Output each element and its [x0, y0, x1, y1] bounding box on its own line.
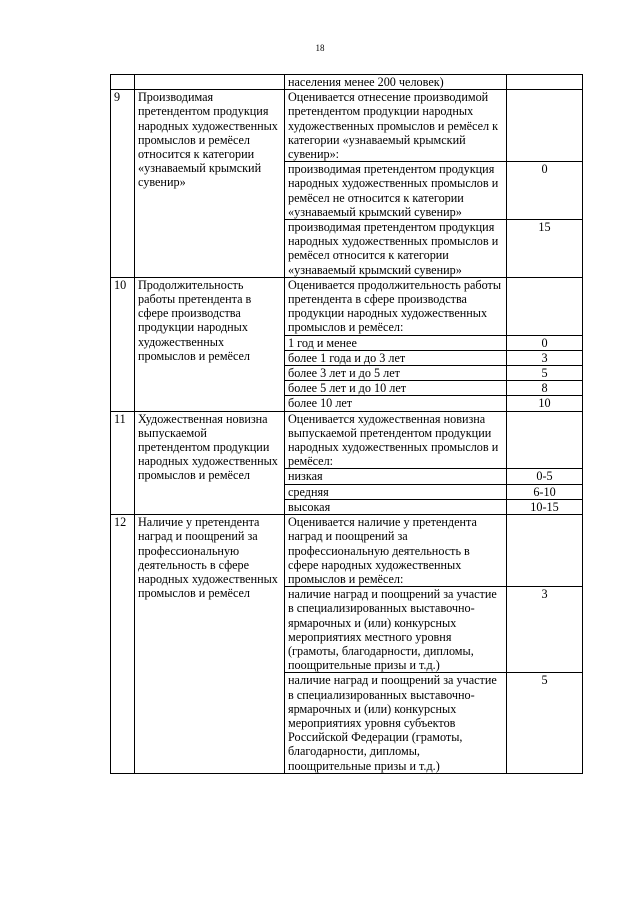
option-text: наличие наград и поощрений за участие в специализированных выставочно-ярмарочных и (или) конкурсных мероприятиях местного уровня (грамоты, благодарности, дипломы, поощрительные призы и т.д.): [285, 587, 507, 673]
criteria-table: [110, 74, 583, 774]
criteria-table-body: [111, 75, 583, 774]
criterion-row: [111, 411, 583, 469]
criterion-number: 11: [111, 411, 135, 514]
criterion-name: Художественная новизна выпускаемой претендентом продукции народных художественных промыслов и ремёсел: [135, 411, 285, 514]
criterion-name: Наличие у претендента наград и поощрений за профессиональную деятельность в сфере народных художественных промыслов и ремёсел: [135, 515, 285, 774]
criterion-number: 12: [111, 515, 135, 774]
carry-over-row: [111, 75, 583, 90]
option-score: 8: [507, 381, 583, 396]
option-text: наличие наград и поощрений за участие в специализированных выставочно-ярмарочных и (или) конкурсных мероприятиях уровня субъектов Российской Федерации (грамоты, благодарности, дипломы, поощрительные призы и т.д.): [285, 673, 507, 773]
carry-over-name: [135, 75, 285, 90]
option-text: более 1 года и до 3 лет: [285, 350, 507, 365]
option-score: 0: [507, 335, 583, 350]
option-text: 1 год и менее: [285, 335, 507, 350]
option-text: производимая претендентом продукция народных художественных промыслов и ремёсел не относится к категории «узнаваемый крымский сувенир»: [285, 162, 507, 220]
option-text: высокая: [285, 499, 507, 514]
criterion-row: [111, 277, 583, 335]
option-text: низкая: [285, 469, 507, 484]
option-score: 0: [507, 162, 583, 220]
criterion-score-blank: [507, 90, 583, 162]
criterion-description: Оценивается отнесение производимой претендентом продукции народных художественных промыслов и ремёсел к категории «узнаваемый крымский сувенир»:: [285, 90, 507, 162]
criterion-score-blank: [507, 411, 583, 469]
option-text: более 5 лет и до 10 лет: [285, 381, 507, 396]
option-text: средняя: [285, 484, 507, 499]
criterion-score-blank: [507, 515, 583, 587]
carry-over-score: [507, 75, 583, 90]
criterion-name: Производимая претендентом продукция народных художественных промыслов и ремёсел относится к категории «узнаваемый крымский сувенир»: [135, 90, 285, 278]
option-text: более 3 лет и до 5 лет: [285, 366, 507, 381]
criterion-row: [111, 90, 583, 162]
page-number: 18: [315, 43, 325, 53]
criterion-number: 9: [111, 90, 135, 278]
criterion-description: Оценивается продолжительность работы претендента в сфере производства продукции народных художественных промыслов и ремёсел:: [285, 277, 507, 335]
option-score: 3: [507, 350, 583, 365]
option-score: 15: [507, 220, 583, 278]
option-score: 6-10: [507, 484, 583, 499]
criterion-name: Продолжительность работы претендента в сфере производства продукции народных художественных промыслов и ремёсел: [135, 277, 285, 411]
option-score: 0-5: [507, 469, 583, 484]
option-text: более 10 лет: [285, 396, 507, 411]
option-text: производимая претендентом продукция народных художественных промыслов и ремёсел относится к категории «узнаваемый крымский сувенир»: [285, 220, 507, 278]
option-score: 10: [507, 396, 583, 411]
option-score: 5: [507, 366, 583, 381]
carry-over-description: населения менее 200 человек): [285, 75, 507, 90]
option-score: 3: [507, 587, 583, 673]
criterion-description: Оценивается наличие у претендента наград и поощрений за профессиональную деятельность в сфере народных художественных промыслов и ремёсел:: [285, 515, 507, 587]
criterion-number: 10: [111, 277, 135, 411]
criterion-description: Оценивается художественная новизна выпускаемой претендентом продукции народных художественных промыслов и ремёсел:: [285, 411, 507, 469]
option-score: 10-15: [507, 499, 583, 514]
criterion-row: [111, 515, 583, 587]
option-score: 5: [507, 673, 583, 773]
criterion-score-blank: [507, 277, 583, 335]
carry-over-number: [111, 75, 135, 90]
